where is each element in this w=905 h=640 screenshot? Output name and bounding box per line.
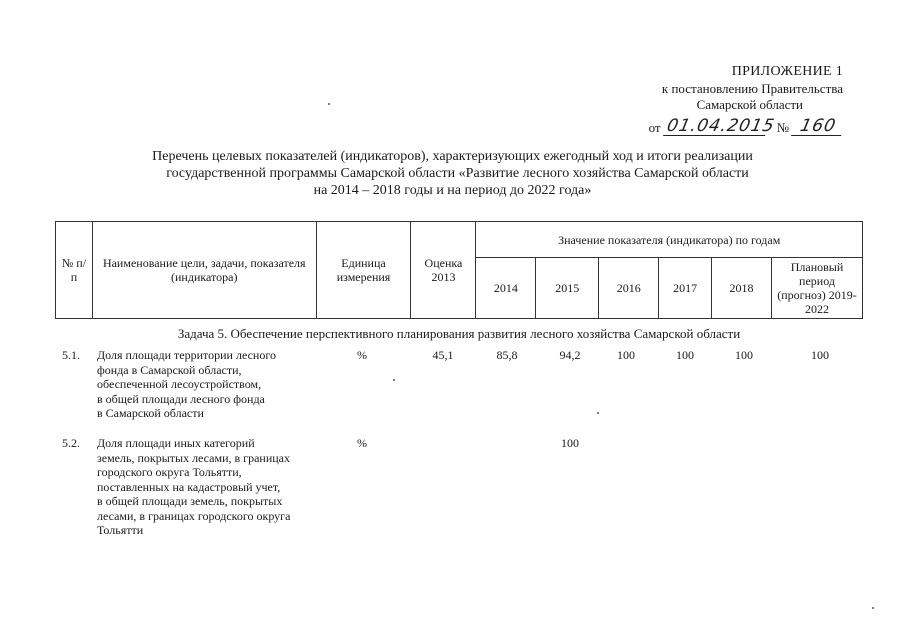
header-values-group: Значение показателя (индикатора) по годам: [476, 222, 863, 258]
header-year: 2014: [476, 258, 536, 319]
header-num: № п/п: [56, 222, 93, 319]
value-2016: 100: [617, 348, 635, 362]
handwritten-number: 160: [791, 118, 845, 136]
value-2018: 100: [735, 348, 753, 362]
appendix-line-2: Самарской области: [696, 97, 803, 112]
appendix-heading: ПРИЛОЖЕНИЕ 1: [731, 64, 843, 79]
scan-speck: [328, 103, 330, 105]
header-name: Наименование цели, задачи, показателя (индикатора): [92, 222, 316, 319]
indicator-name-line: городского округа Тольятти,: [97, 465, 242, 479]
indicator-name-line: фонда в Самарской области,: [97, 362, 242, 377]
header-year: 2017: [659, 258, 712, 319]
indicator-name-line: поставленных на кадастровый учет,: [97, 479, 281, 494]
indicator-name-line: Тольятти: [97, 523, 144, 537]
row-number: 5.1.: [62, 348, 80, 362]
indicator-name-line: обеспеченной лесоустройством,: [97, 377, 262, 391]
title-line-1: Перечень целевых показателей (индикаторов), характеризующих ежегодный ход и итоги реализации: [152, 149, 753, 164]
scan-speck: [872, 607, 874, 609]
indicator-name-line: лесами, в границах городского округа: [97, 508, 291, 523]
header-year: 2018: [712, 258, 772, 319]
value-plan: 100: [811, 348, 829, 362]
title-line-2: государственной программы Самарской области «Развитие лесного хозяйства Самарской области: [166, 166, 749, 181]
task-title: Задача 5. Обеспечение перспективного планирования развития лесного хозяйства Самарской области: [177, 326, 741, 341]
header-unit: Единица измерения: [316, 222, 411, 319]
scan-speck: [597, 412, 599, 414]
indicator-name-line: земель, покрытых лесами, в границах: [97, 450, 291, 465]
scan-speck: [393, 379, 395, 381]
unit-value: %: [357, 348, 367, 362]
indicators-table-header: [55, 221, 863, 319]
document-title: [0, 148, 905, 199]
header-plan-period: Плановый период (прогноз) 2019-2022: [772, 258, 863, 319]
indicator-name-line: в общей площади лесного фонда: [97, 391, 265, 406]
indicator-name-line: в Самарской области: [97, 406, 204, 420]
indicator-name-line: Доля площади иных категорий: [97, 436, 255, 450]
value-2015: 100: [561, 436, 579, 450]
estimate-2013: 45,1: [432, 348, 454, 362]
value-2014: 85,8: [496, 348, 518, 362]
value-2015: 94,2: [559, 348, 581, 362]
handwritten-date: 01.04.2015: [664, 116, 777, 136]
header-year: 2016: [599, 258, 659, 319]
number-prefix: №: [776, 120, 789, 135]
title-line-3: на 2014 – 2018 годы и на период до 2022 года»: [313, 183, 592, 198]
decree-date-number: [603, 114, 843, 136]
indicator-name: [97, 348, 317, 421]
date-prefix: от: [648, 120, 661, 135]
row-number: 5.2.: [62, 436, 80, 450]
header-year: 2015: [536, 258, 599, 319]
value-2017: 100: [676, 348, 694, 362]
indicator-name-line: в общей площади земель, покрытых: [97, 494, 283, 508]
indicator-name: [97, 436, 317, 538]
appendix-block: [603, 64, 843, 136]
header-estimate: Оценка 2013: [411, 222, 476, 319]
unit-value: %: [357, 436, 367, 450]
indicator-name-line: Доля площади территории лесного: [97, 348, 276, 362]
appendix-line-1: к постановлению Правительства: [661, 81, 843, 96]
